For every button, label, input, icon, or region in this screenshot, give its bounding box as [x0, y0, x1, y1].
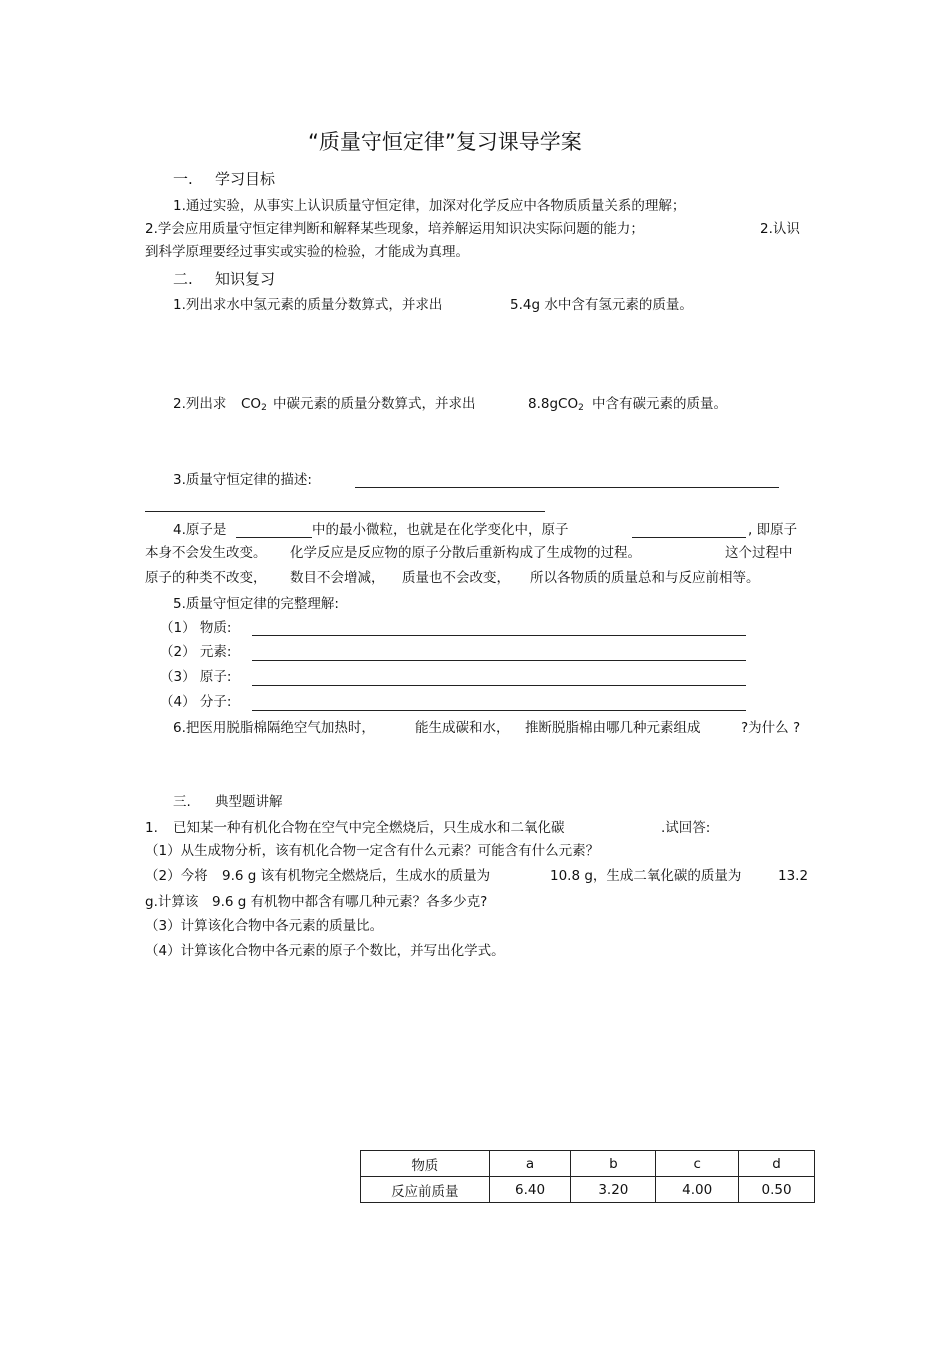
question-4-line2: 化学反应是反应物的原子分散后重新构成了生成物的过程。: [290, 545, 641, 561]
answer-line[interactable]: [252, 660, 746, 661]
goal-line-2: 2.学会应用质量守恒定律判断和解释某些现象，培养解运用知识决实际问题的能力；: [145, 221, 644, 237]
problem-1-sub-2-line2: 9.6 g 有机物中都含有哪几种元素？各多少克?: [212, 894, 488, 910]
problem-1-sub-2-line2: g.计算该: [145, 894, 199, 910]
table-cell: 4.00: [656, 1177, 739, 1203]
question-4-line3: 原子的种类不改变，: [145, 570, 267, 586]
question-5: 5.质量守恒定律的完整理解:: [173, 596, 339, 612]
table-cell: 0.50: [739, 1177, 815, 1203]
answer-line[interactable]: [236, 537, 312, 538]
section3-heading: 典型题讲解: [215, 794, 283, 810]
question-5-item: （2） 元素:: [160, 644, 232, 660]
table-cell: 3.20: [571, 1177, 656, 1203]
question-6-c: 推断脱脂棉由哪几种元素组成: [525, 720, 701, 736]
problem-1-sub-2: （2）今将: [145, 868, 208, 884]
table-cell: 6.40: [489, 1177, 571, 1203]
problem-1-sub-3: （3）计算该化合物中各元素的质量比。: [145, 918, 384, 934]
table-header-cell: c: [656, 1151, 739, 1177]
problem-1-sub-2: 9.6 g 该有机物完全燃烧后，生成水的质量为: [222, 868, 491, 884]
answer-line[interactable]: [145, 511, 545, 512]
answer-line[interactable]: [632, 537, 746, 538]
question-5-item: （3） 原子:: [160, 669, 232, 685]
question-5-item: （1） 物质:: [160, 620, 232, 636]
question-4-line3: 质量也不会改变，: [402, 570, 510, 586]
problem-1-sub-2: 10.8 g，生成二氧化碳的质量为: [550, 868, 742, 884]
question-2-tail: 中含有碳元素的质量。: [592, 396, 727, 412]
table-header-cell: d: [739, 1151, 815, 1177]
question-5-item: （4） 分子:: [160, 694, 232, 710]
section3-number: 三.: [173, 794, 191, 810]
question-2-mid: 中碳元素的质量分数算式，并求出: [273, 396, 476, 412]
table-row: [361, 1177, 815, 1203]
goal-line-2-tail: 2.认识: [760, 221, 800, 237]
goal-line-3: 到科学原理要经过事实或实验的检验，才能成为真理。: [145, 244, 469, 260]
question-2: 2.列出求: [173, 396, 227, 412]
question-6-b: 能生成碳和水，: [415, 720, 510, 736]
question-1-tail: 5.4g 水中含有氢元素的质量。: [510, 297, 693, 313]
question-3: 3.质量守恒定律的描述:: [173, 472, 312, 488]
answer-line[interactable]: [355, 487, 779, 488]
section1-number: 一.: [173, 170, 193, 188]
table-header-cell: a: [489, 1151, 571, 1177]
section2-heading: 知识复习: [215, 270, 276, 288]
problem-1-text: 已知某一种有机化合物在空气中完全燃烧后，只生成水和二氧化碳: [173, 820, 565, 836]
question-1: 1.列出求水中氢元素的质量分数算式，并求出: [173, 297, 443, 313]
question-6: 6.把医用脱脂棉隔绝空气加热时，: [173, 720, 375, 736]
problem-1-number: 1.: [145, 820, 158, 836]
table-header-cell: b: [571, 1151, 656, 1177]
table-cell: 反应前质量: [361, 1177, 490, 1203]
goal-line-1: 1.通过实验，从事实上认识质量守恒定律，加深对化学反应中各物质质量关系的理解；: [173, 198, 686, 214]
question-4-line3: 数目不会增减，: [290, 570, 385, 586]
question-4: 4.原子是: [173, 522, 227, 538]
mass-table: [360, 1150, 815, 1203]
question-6-d: ?为什么 ?: [741, 720, 801, 736]
table-header-cell: 物质: [361, 1151, 490, 1177]
problem-1-sub-2: 13.2: [778, 868, 809, 884]
question-4-tail: , 即原子: [748, 522, 798, 538]
problem-1-tail: .试回答:: [661, 820, 711, 836]
answer-line[interactable]: [252, 685, 746, 686]
page-title: “质量守恒定律”复习课导学案: [308, 130, 582, 154]
problem-1-sub-1: （1）从生成物分析，该有机化合物一定含有什么元素？可能含有什么元素？: [145, 843, 600, 859]
question-2-formula: $CO_2$: [241, 396, 267, 413]
section1-heading: 学习目标: [215, 170, 276, 188]
table-header-row: [361, 1151, 815, 1177]
answer-line[interactable]: [252, 635, 746, 636]
answer-line[interactable]: [252, 710, 746, 711]
question-4-mid: 中的最小微粒，也就是在化学变化中，原子: [312, 522, 569, 538]
question-2-mass: 8.8gCO$_2$: [528, 396, 584, 413]
question-4-line3: 所以各物质的质量总和与反应前相等。: [530, 570, 760, 586]
question-4-line2: 本身不会发生改变。: [145, 545, 267, 561]
section2-number: 二.: [173, 270, 193, 288]
question-4-line2: 这个过程中: [725, 545, 793, 561]
problem-1-sub-4: （4）计算该化合物中各元素的原子个数比，并写出化学式。: [145, 943, 505, 959]
